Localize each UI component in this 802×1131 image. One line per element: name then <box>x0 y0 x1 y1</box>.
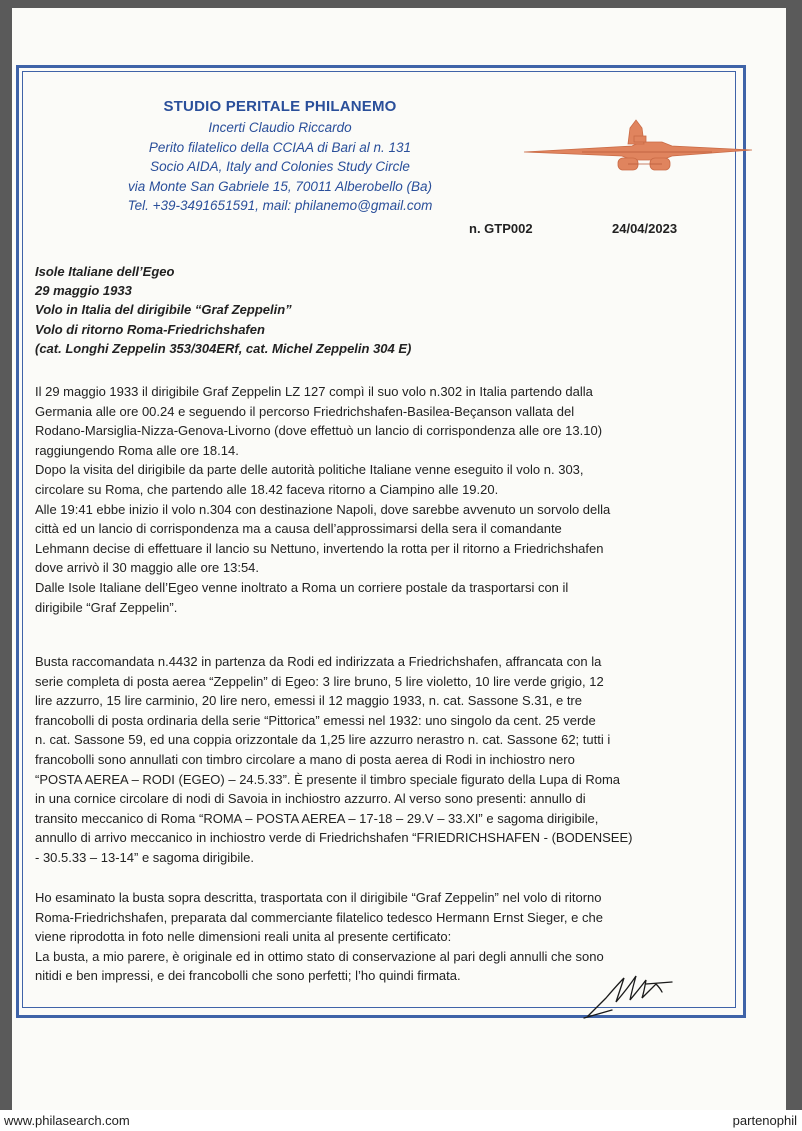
text-line: dirigibile “Graf Zeppelin”. <box>35 599 178 615</box>
expert-registration: Perito filatelico della CCIAA di Bari al n. 131 <box>148 139 412 155</box>
text-line: raggiungendo Roma alle ore 18.14. <box>35 442 239 458</box>
text-line: Ho esaminato la busta sopra descritta, trasportata con il dirigibile “Graf Zeppelin” nel volo di ritorno <box>35 890 602 905</box>
history-paragraph <box>35 382 730 617</box>
text-line: circolare su Roma, che partendo alle 18.42 faceva ritorno a Ciampino alle 19.20. <box>35 481 499 497</box>
letterhead <box>100 98 460 216</box>
expert-name: Incerti Claudio Riccardo <box>208 120 352 135</box>
text-line: Lehmann decise di effettuare il lancio su Nettuno, invertendo la rotta per il ritorno a Friedrichshafen <box>35 540 604 556</box>
subject-line: Volo di ritorno Roma-Friedrichshafen <box>35 321 265 337</box>
expert-memberships: Socio AIDA, Italy and Colonies Study Circle <box>150 159 410 174</box>
studio-title: STUDIO PERITALE PHILANEMO <box>163 98 397 115</box>
text-line: annullo di arrivo meccanico in inchiostro verde di Friedrichshafen “FRIEDRICHSHAFEN - (BODENSEE) <box>35 830 633 846</box>
text-line: francobolli sono annullati con timbro circolare a mano di posta aerea di Rodi in inchiostro nero <box>35 751 575 767</box>
subject-line: 29 maggio 1933 <box>35 283 132 299</box>
text-line: La busta, a mio parere, è originale ed in ottimo stato di conservazione al pari degli annulli che sono <box>35 948 604 964</box>
subject-line: Volo in Italia del dirigibile “Graf Zeppelin” <box>35 302 292 318</box>
text-line: serie completa di posta aerea “Zeppelin” di Egeo: 3 lire bruno, 5 lire violetto, 10 lire verde grigio, 12 <box>35 673 604 689</box>
text-line: Germania alle ore 00.24 e seguendo il percorso Friedrichshafen-Basilea-Beçanson vallata del <box>35 403 575 419</box>
expert-signature <box>576 958 686 1024</box>
text-line: lire azzurro, 15 lire carminio, 20 lire nero, emessi il 12 maggio 1933, n. cat. Sassone S.31, e tre <box>35 693 582 709</box>
text-line: francobolli di posta ordinaria della serie “Pittorica” emessi nel 1932: uno singolo da cent. 25 verde <box>35 712 596 728</box>
text-line: nitidi e ben impressi, e dei francobolli che sono perfetti; l’ho quindi firmata. <box>35 968 461 984</box>
text-line: in una cornice circolare di nodi di Savoia in inchiostro azzurro. Al verso sono presenti: annullo di <box>35 791 586 807</box>
text-line: “POSTA AEREA – RODI (EGEO) – 24.5.33”. È presente il timbro speciale figurato della Lupa di Roma <box>35 771 621 787</box>
text-line: - 30.5.33 – 13-14” e sagoma dirigibile. <box>35 849 254 865</box>
text-line: Alle 19:41 ebbe inizio il volo n.304 con destinazione Napoli, dove sarebbe avvenuto un sorvolo della <box>35 501 611 517</box>
expert-contact: Tel. +39-3491651591, mail: philanemo@gmail.com <box>127 198 433 213</box>
text-line: transito meccanico di Roma “ROMA – POSTA AEREA – 17-18 – 29.V – 33.XI” e sagoma dirigibile, <box>35 810 599 826</box>
text-line: Rodano-Marsiglia-Nizza-Genova-Livorno (dove effettuò un lancio di corrispondenza alle ore 13.10) <box>35 423 603 439</box>
text-line: Il 29 maggio 1933 il dirigibile Graf Zeppelin LZ 127 compì il suo volo n.302 in Italia partendo dalla <box>35 384 593 399</box>
zeppelin-airship-icon <box>522 116 754 182</box>
cover-description-paragraph <box>35 652 730 868</box>
certificate-date: 24/04/2023 <box>612 221 678 236</box>
certificate-number: n. GTP002 <box>469 221 533 236</box>
text-line: città ed un lancio di corrispondenza ma a causa dell’approssimarsi della sera il comandante <box>35 521 562 537</box>
text-line: Dalle Isole Italiane dell’Egeo venne inoltrato a Roma un corriere postale da trasportarsi con il <box>35 579 569 595</box>
subject-line: Isole Italiane dell’Egeo <box>35 264 175 279</box>
expert-address: via Monte San Gabriele 15, 70011 Alberobello (Ba) <box>128 178 432 194</box>
text-line: Busta raccomandata n.4432 in partenza da Rodi ed indirizzata a Friedrichshafen, affrancata con la <box>35 654 602 669</box>
text-line: viene riprodotta in foto nelle dimensioni reali unita al presente certificato: <box>35 929 452 945</box>
text-line: Roma-Friedrichshafen, preparata dal commerciante filatelico tedesco Hermann Ernst Sieger, e che <box>35 909 603 925</box>
text-line: Dopo la visita del dirigibile da parte delle autorità politiche Italiane venne eseguito il volo n. 303, <box>35 462 584 478</box>
text-line: n. cat. Sassone 59, ed una coppia orizzontale da 1,25 lire azzurro nerastro n. cat. Sassone 62; tutti i <box>35 732 611 748</box>
certificate-subject <box>35 262 725 358</box>
watermark-right: partenophil <box>732 1113 797 1128</box>
text-line: dove arrivò il 30 maggio alle ore 13:54. <box>35 560 260 576</box>
watermark-left: www.philasearch.com <box>4 1113 130 1128</box>
subject-line: (cat. Longhi Zeppelin 353/304ERf, cat. Michel Zeppelin 304 E) <box>35 340 412 356</box>
